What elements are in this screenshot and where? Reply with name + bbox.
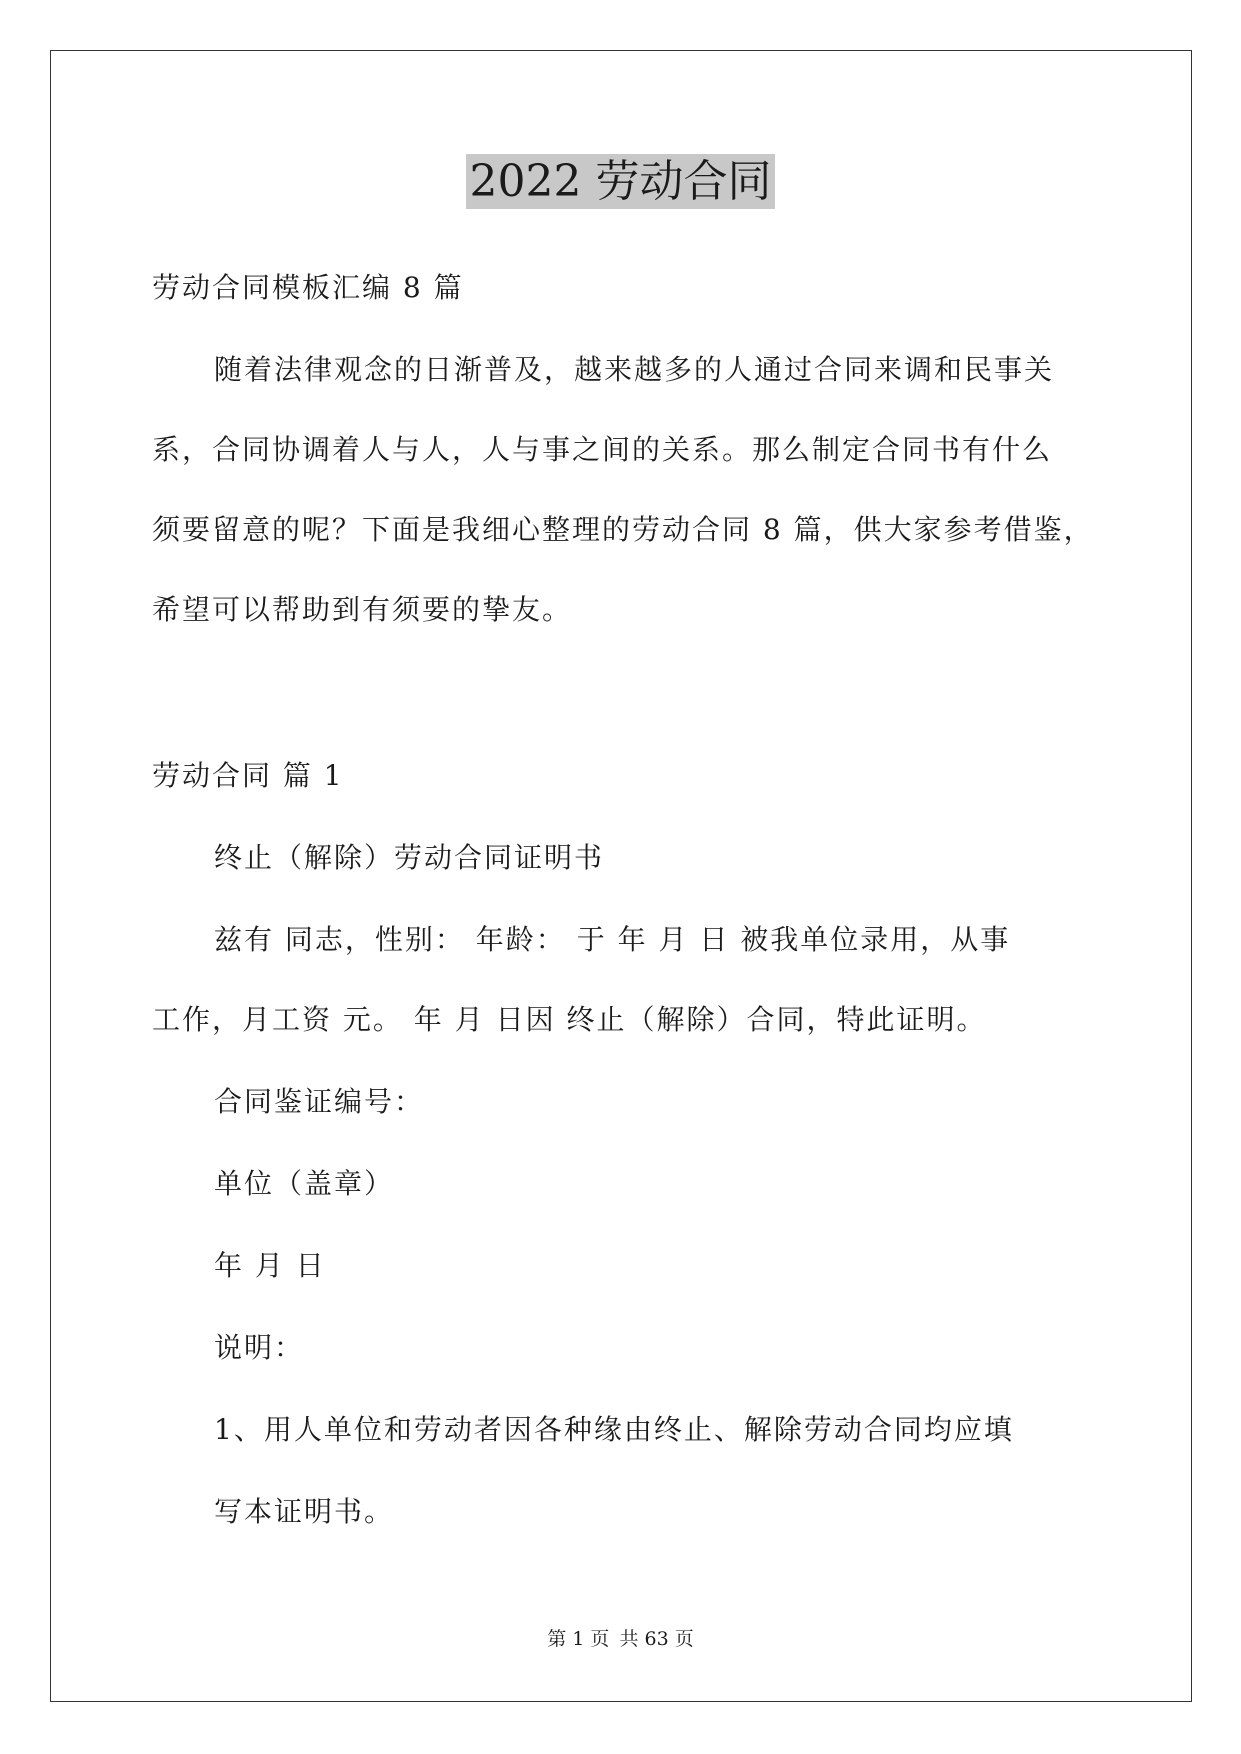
body-line-8: 1、用人单位和劳动者因各种缘由终止、解除劳动合同均应填 (214, 1413, 1014, 1446)
document-title (0, 152, 1241, 212)
intro-line-3: 须要留意的呢？下面是我细心整理的劳动合同 8 篇，供大家参考借鉴， (152, 513, 1094, 546)
body-line-4: 合同鉴证编号： (214, 1085, 425, 1118)
document-subtitle: 劳动合同模板汇编 8 篇 (152, 271, 464, 304)
body-line-6: 年 月 日 (214, 1249, 326, 1282)
body-line-3: 工作，月工资 元。 年 月 日因 终止（解除）合同，特此证明。 (152, 1003, 987, 1036)
page-total: 共 63 页 (619, 1628, 694, 1650)
body-line-5: 单位（盖章） (214, 1167, 395, 1200)
intro-line-1: 随着法律观念的日渐普及，越来越多的人通过合同来调和民事关 (214, 353, 1055, 386)
page-number: 第 1 页 (547, 1628, 610, 1650)
document-title-text: 2022 劳动合同 (466, 154, 776, 209)
intro-line-4: 希望可以帮助到有须要的挚友。 (152, 593, 573, 626)
body-line-9: 写本证明书。 (214, 1495, 395, 1528)
body-line-2: 兹有 同志，性别： 年龄： 于 年 月 日 被我单位录用，从事 (214, 923, 1011, 956)
body-line-1: 终止（解除）劳动合同证明书 (214, 841, 605, 874)
section-heading: 劳动合同 篇 1 (152, 759, 344, 792)
body-line-7: 说明： (214, 1331, 305, 1364)
intro-line-2: 系，合同协调着人与人，人与事之间的关系。那么制定合同书有什么 (152, 433, 1053, 466)
page-footer (0, 1626, 1241, 1652)
